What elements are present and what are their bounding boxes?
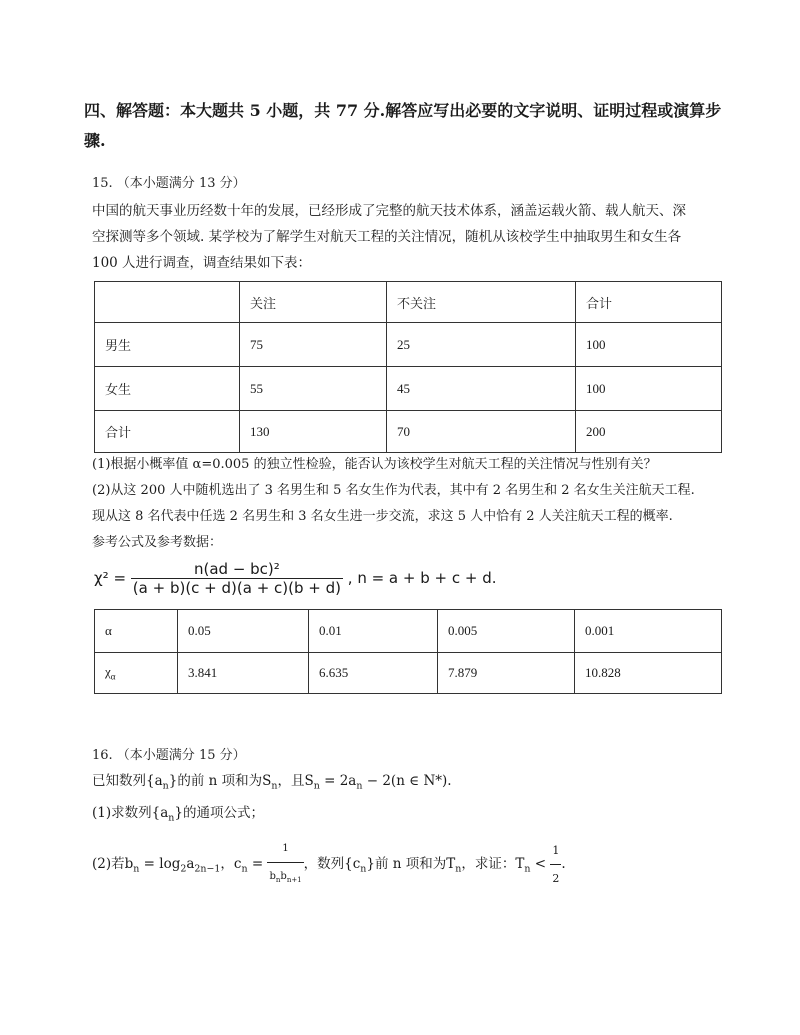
half-fraction — [550, 837, 561, 892]
table-cell: 130 — [240, 411, 387, 453]
table-cell: 0.005 — [438, 610, 575, 653]
formula-denominator: (a + b)(c + d)(a + c)(b + d) — [132, 579, 341, 597]
table-cell: 合计 — [576, 282, 722, 323]
text-run: ，c — [220, 856, 242, 873]
q15-intro — [92, 198, 732, 276]
q16-line2 — [92, 800, 752, 832]
section-title: 四、解答题：本大题共 5 小题，共 77 分.解答应写出必要的文字说明、证明过程或演算步骤. — [84, 101, 722, 150]
table-row — [95, 367, 722, 411]
table-header-row — [95, 282, 722, 323]
table-cell: 女生 — [95, 367, 240, 411]
table-row — [95, 411, 722, 453]
subscript: 2 — [180, 864, 187, 876]
text-run: = — [247, 856, 268, 873]
table-cell — [95, 653, 178, 694]
table-cell: 100 — [576, 367, 722, 411]
cn-fraction — [267, 835, 303, 894]
fraction-denominator — [267, 863, 303, 894]
q15-intro-line: 空探测等多个领域. 某学校为了解学生对航天工程的关注情况，随机从该校学生中抽取男生和女生各 — [92, 229, 682, 245]
text-run: ，求证：T — [461, 856, 525, 873]
table-cell: 70 — [387, 411, 576, 453]
table-cell: 55 — [240, 367, 387, 411]
text-run: = log — [139, 856, 181, 873]
table-cell: 关注 — [240, 282, 387, 323]
table-cell: 男生 — [95, 323, 240, 367]
table-cell: 0.001 — [575, 610, 722, 653]
table-cell: 6.635 — [309, 653, 438, 694]
subscript: n — [356, 780, 363, 792]
text-run: b — [269, 871, 276, 883]
text-run: (2)若b — [92, 856, 134, 873]
q15-sub1: (1)根据小概率值 α=0.005 的独立性检验，能否认为该校学生对航天工程的关注情况与性别有关？ — [92, 457, 657, 472]
subscript: n — [271, 780, 278, 792]
q16-body — [92, 768, 752, 894]
fraction-numerator: 1 — [550, 837, 561, 865]
table-cell — [95, 282, 240, 323]
q16-header: 16. （本小题满分 15 分） — [92, 748, 246, 763]
q15-intro-line: 100 人进行调查，调查结果如下表： — [92, 255, 312, 271]
formula-lhs: χ² = — [94, 569, 127, 587]
text-run: a — [186, 856, 195, 873]
q16-line3 — [92, 835, 752, 894]
subscript: n — [162, 780, 169, 792]
q15-subquestions — [92, 452, 752, 556]
table-cell: 合计 — [95, 411, 240, 453]
subscript: n — [275, 876, 281, 885]
chi-subscript: α — [110, 671, 116, 682]
table-cell: 200 — [576, 411, 722, 453]
formula-tail: , n = a + b + c + d. — [347, 569, 497, 587]
chi-symbol: χ — [105, 664, 111, 680]
text-run: }的前 n 项和为S — [168, 773, 272, 789]
q15-sub2-line: 现从这 8 名代表中任选 2 名男生和 3 名女生进一步交流，求这 5 人中恰有 2 人关注航天工程的概率. — [92, 509, 673, 524]
table-cell: 7.879 — [438, 653, 575, 694]
subscript: n — [360, 864, 367, 876]
text-run: = 2a — [319, 773, 357, 789]
reference-table — [94, 609, 722, 694]
subscript: 2n−1 — [194, 864, 221, 876]
text-run: (1)求数列{a — [92, 804, 169, 821]
text-run: . — [561, 856, 566, 873]
table-cell: 45 — [387, 367, 576, 411]
subscript: n — [133, 864, 140, 876]
fraction-numerator: 1 — [267, 835, 303, 863]
subscript: n — [241, 864, 248, 876]
table-cell: 0.01 — [309, 610, 438, 653]
subscript: n — [168, 812, 175, 824]
subscript: n+1 — [286, 876, 302, 885]
table-cell: 75 — [240, 323, 387, 367]
table-cell: 10.828 — [575, 653, 722, 694]
table-row — [95, 323, 722, 367]
fraction-denominator: 2 — [552, 872, 560, 886]
subscript: n — [524, 864, 531, 876]
table-cell: 25 — [387, 323, 576, 367]
q15-ref-label: 参考公式及参考数据： — [92, 535, 223, 550]
q16-line1 — [92, 768, 752, 800]
survey-table — [94, 281, 722, 453]
text-run: }前 n 项和为T — [366, 856, 456, 873]
text-run: − 2(n ∈ N*). — [362, 773, 452, 789]
table-cell: 3.841 — [178, 653, 309, 694]
table-row — [95, 653, 722, 694]
table-row — [95, 610, 722, 653]
q15-sub2-line: (2)从这 200 人中随机选出了 3 名男生和 5 名女生作为代表，其中有 2 名男生和 2 名女生关注航天工程. — [92, 483, 695, 498]
text-run: < — [530, 856, 551, 873]
q15-intro-line: 中国的航天事业历经数十年的发展，已经形成了完整的航天技术体系，涵盖运载火箭、载人航天、深 — [92, 203, 686, 219]
text-run: ，且S — [277, 773, 314, 789]
table-cell: 100 — [576, 323, 722, 367]
formula-numerator: n(ad − bc)² — [131, 560, 343, 579]
text-run: }的通项公式； — [174, 804, 264, 821]
text-run: 已知数列{a — [92, 773, 163, 789]
text-run: ，数列{c — [303, 856, 361, 873]
subscript: n — [455, 864, 462, 876]
subscript: n — [313, 780, 320, 792]
formula-fraction — [131, 560, 343, 597]
table-cell: 0.05 — [178, 610, 309, 653]
q15-header: 15. （本小题满分 13 分） — [92, 176, 246, 191]
table-cell: α — [95, 610, 178, 653]
chi-square-formula — [94, 560, 497, 597]
text-run: b — [280, 871, 287, 883]
table-cell: 不关注 — [387, 282, 576, 323]
